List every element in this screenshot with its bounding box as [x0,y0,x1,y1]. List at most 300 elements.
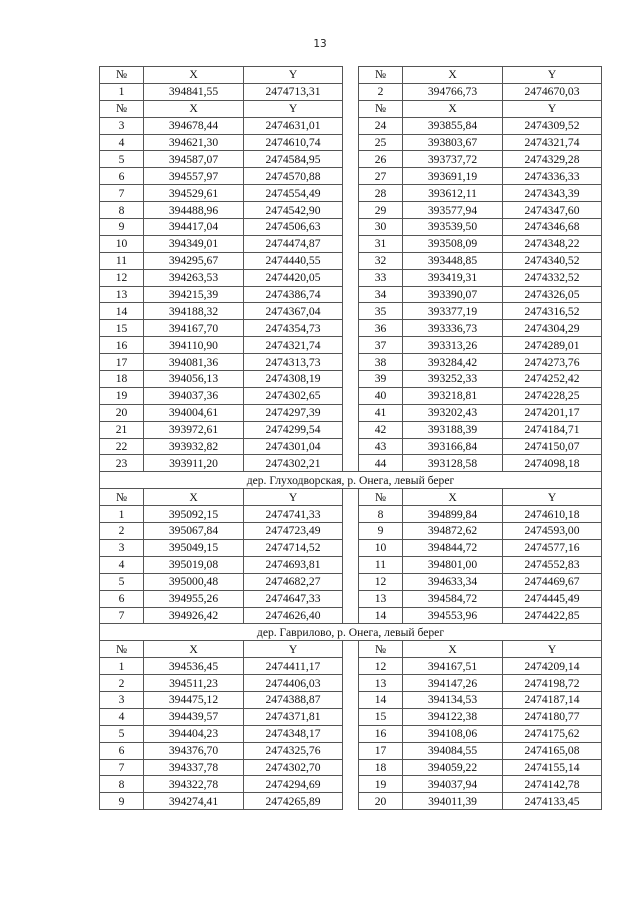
x-coordinate-cell: 394417,04 [144,219,244,236]
x-coordinate-cell: 394081,36 [144,354,244,371]
x-coordinate-cell: 394011,39 [403,793,503,810]
y-coordinate-cell: 2474406,03 [244,675,343,692]
x-coordinate-cell: 394059,22 [403,759,503,776]
point-number-cell: 13 [100,286,144,303]
x-coordinate-cell: 393803,67 [403,134,503,151]
point-number-cell: 25 [359,134,403,151]
column-header-y-coordinate: Y [503,489,602,506]
point-number-cell: 19 [359,776,403,793]
y-coordinate-cell: 2474506,63 [244,219,343,236]
column-gap [343,708,359,725]
x-coordinate-cell: 394955,26 [144,590,244,607]
table-row [100,421,602,438]
x-coordinate-cell: 393691,19 [403,168,503,185]
y-coordinate-cell: 2474325,76 [244,742,343,759]
y-coordinate-cell: 2474301,04 [244,438,343,455]
column-header-y-coordinate: Y [244,100,343,117]
y-coordinate-cell: 2474542,90 [244,202,343,219]
x-coordinate-cell: 394167,70 [144,320,244,337]
point-number-cell: 13 [359,590,403,607]
y-coordinate-cell: 2474175,62 [503,725,602,742]
coordinates-table-body [100,67,602,810]
y-coordinate-cell: 2474184,71 [503,421,602,438]
column-gap [343,506,359,523]
point-number-cell: 22 [100,438,144,455]
table-row [100,742,602,759]
y-coordinate-cell: 2474165,08 [503,742,602,759]
column-header-point-number: № [100,489,144,506]
point-number-cell: 5 [100,151,144,168]
point-number-cell: 16 [359,725,403,742]
point-number-cell: 24 [359,117,403,134]
point-number-cell: 1 [100,658,144,675]
x-coordinate-cell: 393390,07 [403,286,503,303]
point-number-cell: 15 [359,708,403,725]
column-gap [343,523,359,540]
column-gap [343,202,359,219]
y-coordinate-cell: 2474348,22 [503,235,602,252]
y-coordinate-cell: 2474723,49 [244,523,343,540]
x-coordinate-cell: 393737,72 [403,151,503,168]
x-coordinate-cell: 394274,41 [144,793,244,810]
x-coordinate-cell: 394841,55 [144,83,244,100]
x-coordinate-cell: 394322,78 [144,776,244,793]
point-number-cell: 44 [359,455,403,472]
y-coordinate-cell: 2474474,87 [244,235,343,252]
column-gap [343,759,359,776]
y-coordinate-cell: 2474302,21 [244,455,343,472]
point-number-cell: 41 [359,404,403,421]
x-coordinate-cell: 394110,90 [144,337,244,354]
y-coordinate-cell: 2474570,88 [244,168,343,185]
table-row [100,83,602,100]
y-coordinate-cell: 2474332,52 [503,269,602,286]
section-title: дер. Глуходворская, р. Онега, левый берег [100,472,602,489]
point-number-cell: 5 [100,573,144,590]
y-coordinate-cell: 2474265,89 [244,793,343,810]
column-header-x-coordinate: X [144,67,244,84]
column-gap [343,185,359,202]
point-number-cell: 26 [359,151,403,168]
point-number-cell: 4 [100,134,144,151]
x-coordinate-cell: 394439,57 [144,708,244,725]
point-number-cell: 19 [100,387,144,404]
point-number-cell: 7 [100,607,144,624]
x-coordinate-cell: 393218,81 [403,387,503,404]
point-number-cell: 20 [359,793,403,810]
x-coordinate-cell: 393855,84 [403,117,503,134]
coordinates-table [99,66,602,810]
point-number-cell: 14 [100,303,144,320]
y-coordinate-cell: 2474346,68 [503,219,602,236]
column-gap [343,539,359,556]
point-number-cell: 17 [359,742,403,759]
point-number-cell: 32 [359,252,403,269]
y-coordinate-cell: 2474469,67 [503,573,602,590]
point-number-cell: 4 [100,708,144,725]
y-coordinate-cell: 2474647,33 [244,590,343,607]
y-coordinate-cell: 2474133,45 [503,793,602,810]
column-gap [343,235,359,252]
point-number-cell: 42 [359,421,403,438]
table-row [100,404,602,421]
table-row [100,607,602,624]
y-coordinate-cell: 2474309,52 [503,117,602,134]
y-coordinate-cell: 2474343,39 [503,185,602,202]
y-coordinate-cell: 2474326,05 [503,286,602,303]
point-number-cell: 2 [100,523,144,540]
column-gap [343,134,359,151]
point-number-cell: 8 [359,506,403,523]
y-coordinate-cell: 2474180,77 [503,708,602,725]
column-gap [343,320,359,337]
y-coordinate-cell: 2474273,76 [503,354,602,371]
x-coordinate-cell: 394376,70 [144,742,244,759]
x-coordinate-cell: 394587,07 [144,151,244,168]
point-number-cell: 43 [359,438,403,455]
point-number-cell: 11 [100,252,144,269]
y-coordinate-cell: 2474252,42 [503,371,602,388]
point-number-cell: 9 [100,793,144,810]
x-coordinate-cell: 394584,72 [403,590,503,607]
point-number-cell: 23 [100,455,144,472]
table-row [100,117,602,134]
table-row [100,185,602,202]
column-header-y-coordinate: Y [503,67,602,84]
x-coordinate-cell: 394899,84 [403,506,503,523]
column-header-x-coordinate: X [403,489,503,506]
table-row [100,523,602,540]
x-coordinate-cell: 394056,13 [144,371,244,388]
column-gap [343,387,359,404]
y-coordinate-cell: 2474201,17 [503,404,602,421]
point-number-cell: 1 [100,83,144,100]
column-gap [343,776,359,793]
table-row [100,269,602,286]
column-header-y-coordinate: Y [244,489,343,506]
point-number-cell: 30 [359,219,403,236]
point-number-cell: 37 [359,337,403,354]
y-coordinate-cell: 2474554,49 [244,185,343,202]
x-coordinate-cell: 395000,48 [144,573,244,590]
column-gap [343,793,359,810]
y-coordinate-cell: 2474228,25 [503,387,602,404]
column-header-point-number: № [100,100,144,117]
y-coordinate-cell: 2474294,69 [244,776,343,793]
x-coordinate-cell: 394337,78 [144,759,244,776]
point-number-cell: 10 [100,235,144,252]
y-coordinate-cell: 2474313,73 [244,354,343,371]
point-number-cell: 11 [359,556,403,573]
table-row [100,337,602,354]
point-number-cell: 2 [359,83,403,100]
column-header-y-coordinate: Y [244,641,343,658]
column-gap [343,219,359,236]
x-coordinate-cell: 394147,26 [403,675,503,692]
column-header-x-coordinate: X [144,641,244,658]
y-coordinate-cell: 2474340,52 [503,252,602,269]
table-row [100,320,602,337]
x-coordinate-cell: 394122,38 [403,708,503,725]
section-title: дер. Гаврилово, р. Онега, левый берег [100,624,602,641]
y-coordinate-cell: 2474670,03 [503,83,602,100]
x-coordinate-cell: 394475,12 [144,691,244,708]
y-coordinate-cell: 2474302,70 [244,759,343,776]
x-coordinate-cell: 393313,26 [403,337,503,354]
y-coordinate-cell: 2474371,81 [244,708,343,725]
x-coordinate-cell: 393336,73 [403,320,503,337]
point-number-cell: 9 [100,219,144,236]
table-row [100,675,602,692]
y-coordinate-cell: 2474713,31 [244,83,343,100]
x-coordinate-cell: 393202,43 [403,404,503,421]
y-coordinate-cell: 2474741,33 [244,506,343,523]
x-coordinate-cell: 393577,94 [403,202,503,219]
y-coordinate-cell: 2474714,52 [244,539,343,556]
table-row [100,725,602,742]
point-number-cell: 31 [359,235,403,252]
table-row [100,590,602,607]
y-coordinate-cell: 2474411,17 [244,658,343,675]
y-coordinate-cell: 2474354,73 [244,320,343,337]
y-coordinate-cell: 2474150,07 [503,438,602,455]
x-coordinate-cell: 393911,20 [144,455,244,472]
y-coordinate-cell: 2474155,14 [503,759,602,776]
y-coordinate-cell: 2474299,54 [244,421,343,438]
table-row [100,455,602,472]
point-number-cell: 6 [100,168,144,185]
column-header-point-number: № [359,641,403,658]
y-coordinate-cell: 2474348,17 [244,725,343,742]
table-row [100,252,602,269]
x-coordinate-cell: 394801,00 [403,556,503,573]
column-gap [343,404,359,421]
y-coordinate-cell: 2474610,74 [244,134,343,151]
x-coordinate-cell: 394404,23 [144,725,244,742]
point-number-cell: 3 [100,117,144,134]
y-coordinate-cell: 2474289,01 [503,337,602,354]
x-coordinate-cell: 394084,55 [403,742,503,759]
y-coordinate-cell: 2474552,83 [503,556,602,573]
section-title-row [100,472,602,489]
table-row [100,235,602,252]
column-gap [343,337,359,354]
page-number: 13 [313,38,327,50]
y-coordinate-cell: 2474142,78 [503,776,602,793]
column-header-point-number: № [359,489,403,506]
column-header-x-coordinate: X [403,641,503,658]
column-gap [343,725,359,742]
x-coordinate-cell: 393166,84 [403,438,503,455]
x-coordinate-cell: 393932,82 [144,438,244,455]
x-coordinate-cell: 394844,72 [403,539,503,556]
x-coordinate-cell: 393188,39 [403,421,503,438]
x-coordinate-cell: 395092,15 [144,506,244,523]
x-coordinate-cell: 394037,36 [144,387,244,404]
point-number-cell: 36 [359,320,403,337]
y-coordinate-cell: 2474098,18 [503,455,602,472]
point-number-cell: 29 [359,202,403,219]
point-number-cell: 8 [100,776,144,793]
y-coordinate-cell: 2474347,60 [503,202,602,219]
point-number-cell: 12 [359,658,403,675]
column-gap [343,675,359,692]
column-header-point-number: № [100,67,144,84]
x-coordinate-cell: 394134,53 [403,691,503,708]
column-gap [343,168,359,185]
y-coordinate-cell: 2474329,28 [503,151,602,168]
x-coordinate-cell: 393128,58 [403,455,503,472]
x-coordinate-cell: 394108,06 [403,725,503,742]
point-number-cell: 12 [359,573,403,590]
point-number-cell: 35 [359,303,403,320]
y-coordinate-cell: 2474631,01 [244,117,343,134]
column-header-x-coordinate: X [403,100,503,117]
point-number-cell: 14 [359,691,403,708]
point-number-cell: 4 [100,556,144,573]
column-header-x-coordinate: X [403,67,503,84]
x-coordinate-cell: 393419,31 [403,269,503,286]
section-title-row [100,624,602,641]
x-coordinate-cell: 393377,19 [403,303,503,320]
y-coordinate-cell: 2474187,14 [503,691,602,708]
y-coordinate-cell: 2474336,33 [503,168,602,185]
column-header-row [100,489,602,506]
table-row [100,371,602,388]
point-number-cell: 33 [359,269,403,286]
column-gap [343,590,359,607]
column-header-x-coordinate: X [144,100,244,117]
point-number-cell: 6 [100,590,144,607]
point-number-cell: 13 [359,675,403,692]
x-coordinate-cell: 395019,08 [144,556,244,573]
y-coordinate-cell: 2474209,14 [503,658,602,675]
x-coordinate-cell: 393972,61 [144,421,244,438]
table-row [100,354,602,371]
table-row [100,658,602,675]
column-gap [343,354,359,371]
x-coordinate-cell: 394678,44 [144,117,244,134]
x-coordinate-cell: 394529,61 [144,185,244,202]
x-coordinate-cell: 394295,67 [144,252,244,269]
point-number-cell: 38 [359,354,403,371]
x-coordinate-cell: 394488,96 [144,202,244,219]
table-row [100,168,602,185]
table-row [100,708,602,725]
point-number-cell: 20 [100,404,144,421]
table-row [100,286,602,303]
y-coordinate-cell: 2474321,74 [244,337,343,354]
y-coordinate-cell: 2474321,74 [503,134,602,151]
y-coordinate-cell: 2474445,49 [503,590,602,607]
column-gap [343,573,359,590]
point-number-cell: 18 [100,371,144,388]
point-number-cell: 5 [100,725,144,742]
y-coordinate-cell: 2474304,29 [503,320,602,337]
y-coordinate-cell: 2474593,00 [503,523,602,540]
y-coordinate-cell: 2474308,19 [244,371,343,388]
point-number-cell: 21 [100,421,144,438]
column-gap [343,67,359,84]
column-gap [343,303,359,320]
point-number-cell: 6 [100,742,144,759]
x-coordinate-cell: 394037,94 [403,776,503,793]
column-header-point-number: № [359,67,403,84]
x-coordinate-cell: 394349,01 [144,235,244,252]
table-row [100,303,602,320]
y-coordinate-cell: 2474610,18 [503,506,602,523]
point-number-cell: 1 [100,506,144,523]
y-coordinate-cell: 2474584,95 [244,151,343,168]
point-number-cell: 34 [359,286,403,303]
column-gap [343,269,359,286]
column-header-row [100,100,602,117]
table-row [100,219,602,236]
table-row [100,151,602,168]
column-header-point-number: № [359,100,403,117]
column-gap [343,252,359,269]
column-gap [343,100,359,117]
column-header-point-number: № [100,641,144,658]
point-number-cell: 18 [359,759,403,776]
y-coordinate-cell: 2474297,39 [244,404,343,421]
column-header-row [100,641,602,658]
table-row [100,506,602,523]
x-coordinate-cell: 394621,30 [144,134,244,151]
table-row [100,573,602,590]
point-number-cell: 28 [359,185,403,202]
x-coordinate-cell: 394263,53 [144,269,244,286]
point-number-cell: 39 [359,371,403,388]
x-coordinate-cell: 394633,34 [403,573,503,590]
table-row [100,539,602,556]
point-number-cell: 15 [100,320,144,337]
point-number-cell: 3 [100,691,144,708]
point-number-cell: 27 [359,168,403,185]
column-gap [343,607,359,624]
x-coordinate-cell: 395067,84 [144,523,244,540]
x-coordinate-cell: 393252,33 [403,371,503,388]
column-header-y-coordinate: Y [503,641,602,658]
x-coordinate-cell: 394766,73 [403,83,503,100]
y-coordinate-cell: 2474422,85 [503,607,602,624]
column-header-row [100,67,602,84]
y-coordinate-cell: 2474693,81 [244,556,343,573]
x-coordinate-cell: 393612,11 [403,185,503,202]
x-coordinate-cell: 393539,50 [403,219,503,236]
point-number-cell: 3 [100,539,144,556]
table-row [100,387,602,404]
table-row [100,202,602,219]
table-row [100,691,602,708]
y-coordinate-cell: 2474302,65 [244,387,343,404]
y-coordinate-cell: 2474386,74 [244,286,343,303]
column-gap [343,556,359,573]
table-row [100,134,602,151]
column-header-x-coordinate: X [144,489,244,506]
x-coordinate-cell: 394511,23 [144,675,244,692]
column-gap [343,742,359,759]
point-number-cell: 40 [359,387,403,404]
x-coordinate-cell: 394926,42 [144,607,244,624]
y-coordinate-cell: 2474316,52 [503,303,602,320]
x-coordinate-cell: 394557,97 [144,168,244,185]
x-coordinate-cell: 394872,62 [403,523,503,540]
point-number-cell: 10 [359,539,403,556]
y-coordinate-cell: 2474367,04 [244,303,343,320]
column-header-y-coordinate: Y [244,67,343,84]
column-gap [343,438,359,455]
